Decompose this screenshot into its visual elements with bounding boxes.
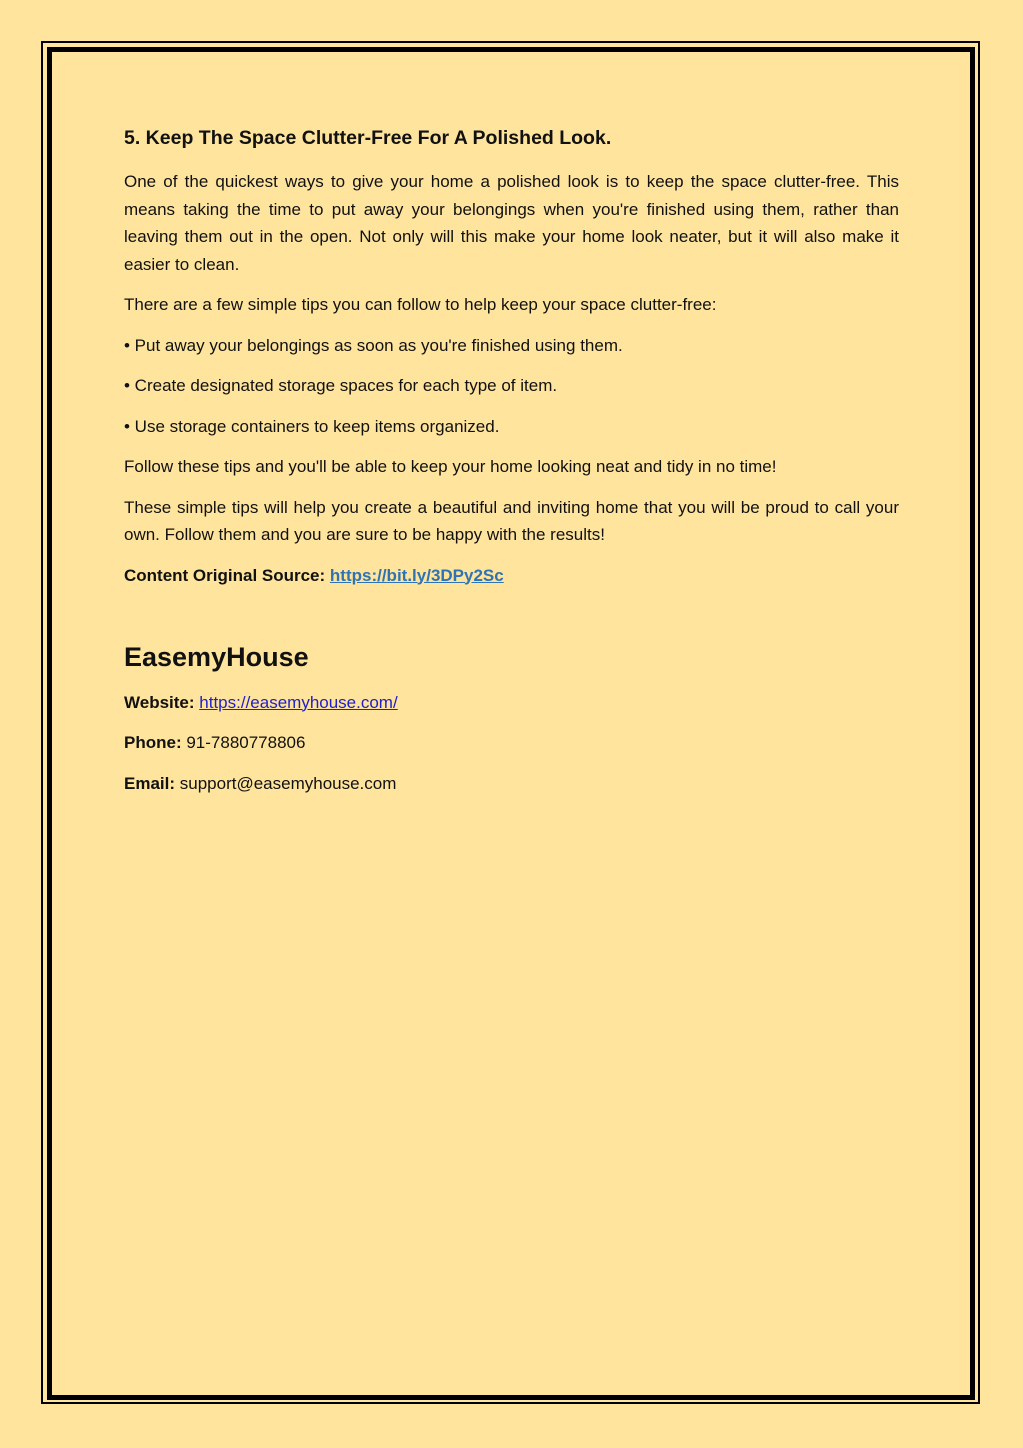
section-heading: 5. Keep The Space Clutter-Free For A Polished Look. [124,127,612,149]
paragraph-conclusion: These simple tips will help you create a beautiful and inviting home that you will be proud to call your own. Follow them and you are sure to be happy with the results! [124,497,899,544]
email-value: support@easemyhouse.com [179,773,397,793]
website-label: Website: [124,692,200,712]
phone-label: Phone: [124,733,187,752]
source-label: Content Original Source: [124,565,330,585]
email-label: Email: [124,773,180,793]
website-line [124,689,899,716]
phone-line [124,729,899,756]
email-line [124,770,899,797]
paragraph-tips-intro: There are a few simple tips you can follow to help keep your space clutter-free: [124,295,717,314]
page-content [124,124,899,810]
website-link[interactable]: https://easemyhouse.com/ [199,692,398,712]
bullet-item: • Create designated storage spaces for each type of item. [124,376,558,395]
content-source [124,562,899,589]
paragraph-follow-tips: Follow these tips and you'll be able to keep your home looking neat and tidy in no time! [124,457,777,476]
source-link[interactable]: https://bit.ly/3DPy2Sc [329,565,504,585]
company-name: EasemyHouse [124,641,309,672]
bullet-item: • Use storage containers to keep items organized. [124,416,500,436]
phone-value: 91-7880778806 [186,733,306,752]
bullet-item: • Put away your belongings as soon as you're finished using them. [124,335,623,355]
paragraph-intro: One of the quickest ways to give your home a polished look is to keep the space clutter-free. This means taking the time to put away your belongings when you're finished using them, rather than leaving them out in the open. Not only will this make your home look neater, but it will also make it easier to clean. [124,172,899,274]
